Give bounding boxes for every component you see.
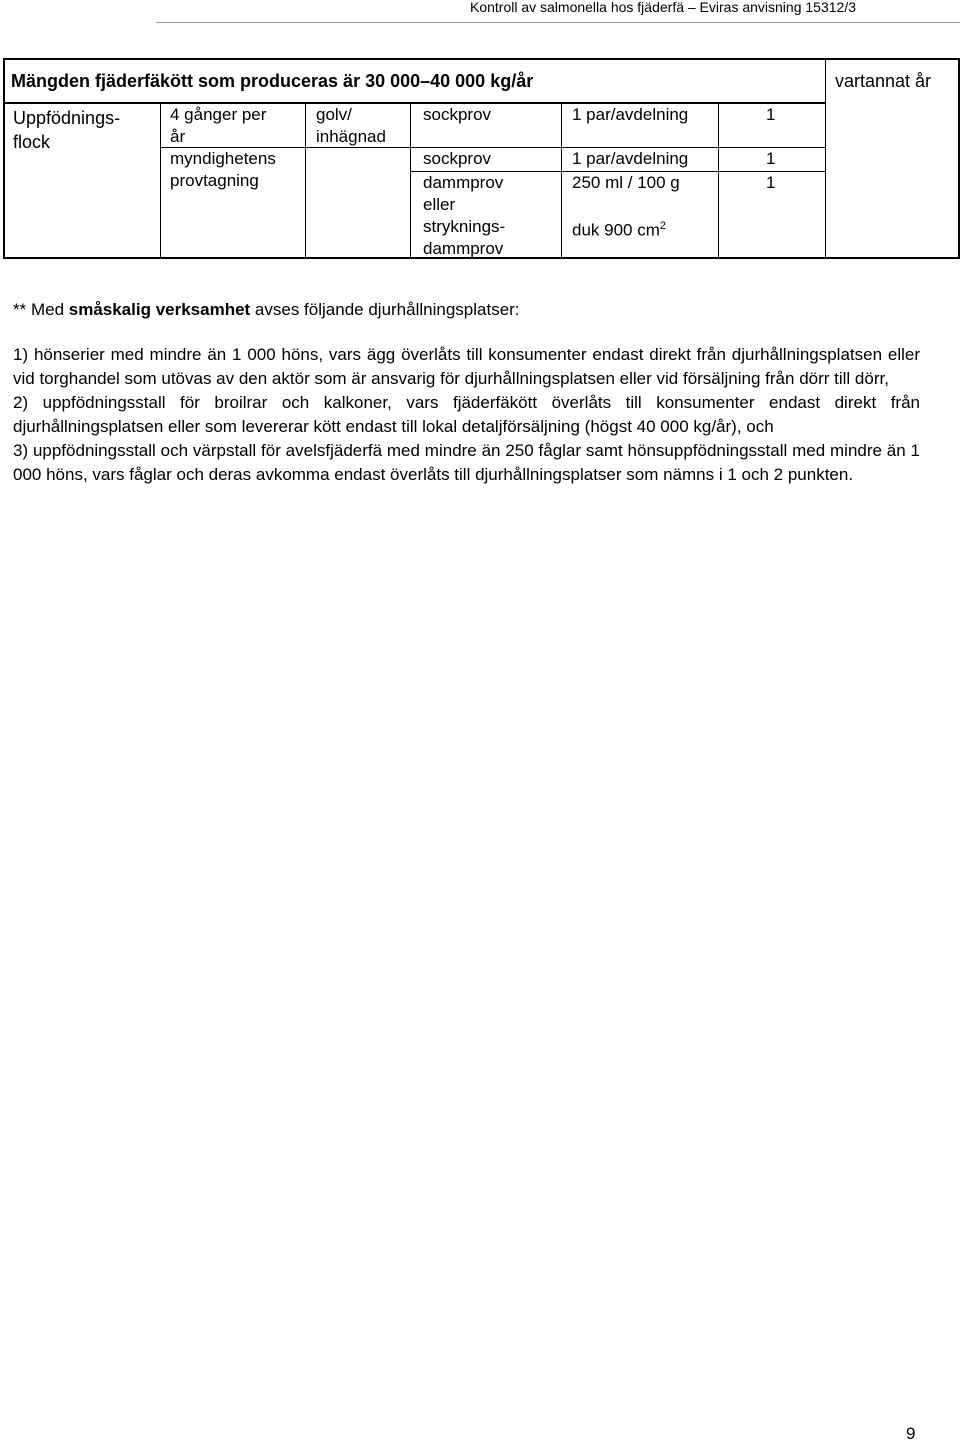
row1-sample: sockprov: [423, 105, 492, 124]
row3-amount-alt-superscript: 2: [659, 220, 667, 232]
small-scale-notes: [13, 298, 920, 487]
row3-sample: dammprov eller stryknings- dammprov: [423, 173, 506, 258]
table-col-4: [561, 103, 562, 259]
row1-when: 4 gånger per år: [170, 105, 267, 146]
row3-amount-alt-text: duk 900 cm: [572, 220, 660, 240]
row2-when: myndighetens provtagning: [170, 149, 276, 190]
notes-item-1: 1) hönserier med mindre än 1 000 höns, vars ägg överlåts till konsumenter endast direkt från djurhållningsplatsen eller vid torghandel som utövas av den aktör som är ansvarig för djurhållningsplatsen eller vid försäljning från dörr till dörr,: [13, 345, 920, 388]
notes-lead-prefix: ** Med: [13, 300, 69, 319]
row1-count: 1: [766, 105, 776, 124]
table-col-1: [160, 103, 161, 259]
table-title: Mängden fjäderfäkött som produceras är 30 000–40 000 kg/år: [11, 71, 534, 91]
page-number: 9: [906, 1424, 916, 1443]
table-border-left: [3, 58, 5, 259]
row1-amount: 1 par/avdelning: [572, 105, 689, 124]
row3-amount: 250 ml / 100 g: [572, 173, 680, 192]
row2-sample: sockprov: [423, 149, 492, 168]
notes-lead-bold: småskalig verksamhet: [68, 300, 251, 319]
notes-item-2: 2) uppfödningsstall för broilrar och kalkoner, vars fjäderfäkött överlåts till konsumenter endast direkt från djurhållningsplatsen eller som levererar kött endast till lokal detaljförsäljning (högst 40 000 kg/år), och: [13, 393, 920, 436]
table-border-top: [3, 58, 960, 60]
frequency-header: vartannat år: [835, 71, 932, 91]
row2-amount: 1 par/avdelning: [572, 149, 689, 168]
row3-amount-alt: [572, 215, 666, 242]
notes-lead: [13, 298, 920, 322]
table-col-3: [410, 103, 411, 259]
running-header-text: Kontroll av salmonella hos fjäderfä – Eviras anvisning 15312/3: [469, 0, 856, 15]
table-col-6: [825, 58, 826, 259]
table-rule-title: [3, 102, 826, 104]
notes-lead-suffix: avses följande djurhållningsplatser:: [250, 300, 520, 319]
notes-item-3: 3) uppfödningsstall och värpstall för avelsfjäderfä med mindre än 250 fåglar samt hönsuppfödningsstall med mindre än 1 000 höns, vars fåglar och deras avkomma endast överlåts till djurhållningsplatser som nämns i 1 och 2 punkten.: [13, 441, 920, 484]
row3-count: 1: [766, 173, 776, 192]
header-rule: [156, 22, 960, 23]
row2-count: 1: [766, 149, 776, 168]
row1-place: golv/ inhägnad: [316, 105, 386, 146]
flock-label: Uppfödnings- flock: [13, 108, 121, 152]
table-col-5: [718, 103, 719, 259]
running-header: [156, 0, 856, 14]
table-col-2: [305, 103, 306, 259]
